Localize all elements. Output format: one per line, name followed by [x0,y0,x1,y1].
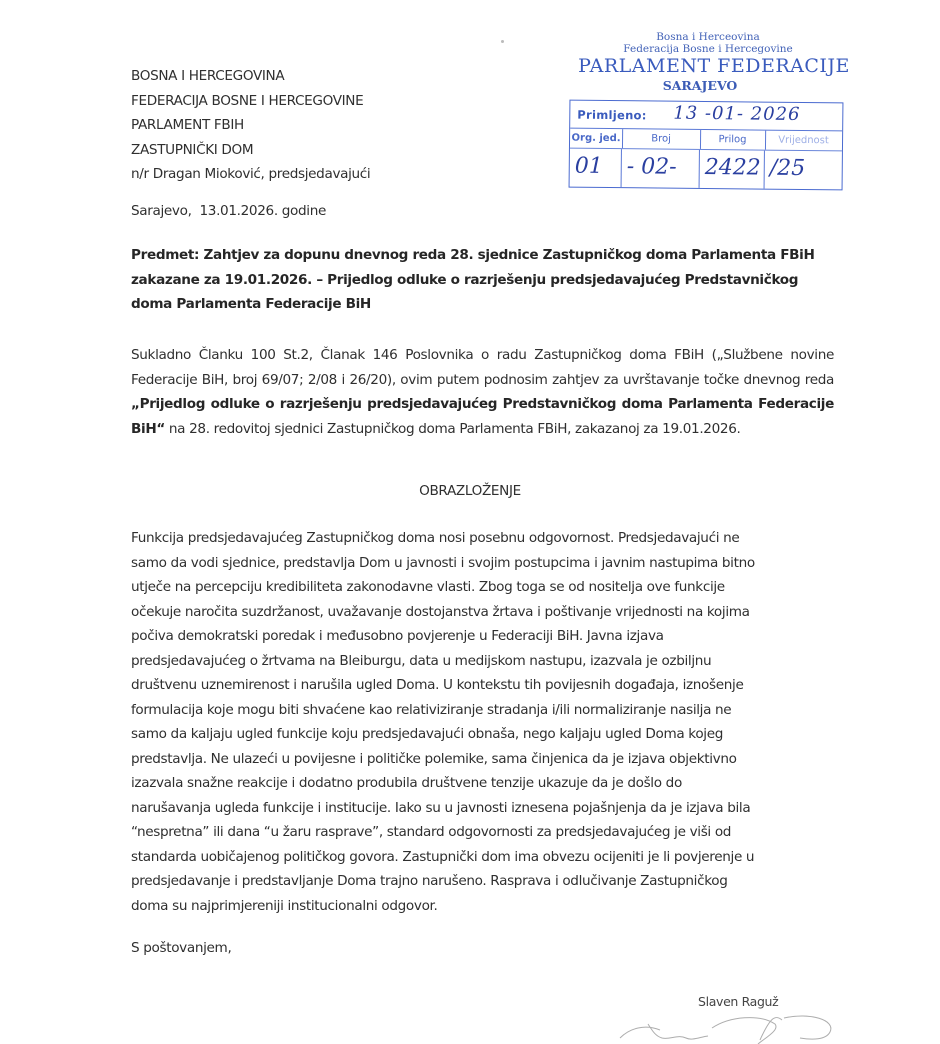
recipient-line: ZASTUPNIČKI DOM [131,141,254,158]
body-line: društvenu uznemirenost i narušila ugled Doma. U kontekstu tih povijesnih događaja, iznošenje [131,677,744,693]
signer-name: Slaven Raguž [698,994,779,1009]
registry-stamp [563,28,853,198]
stamp-received-row [570,101,842,132]
subject-line: zakazane za 19.01.2026. – Prijedlog odluke o razrješenju predsjedavajućeg Predstavničkog [131,271,799,288]
body-line: utječe na percepciju kredibiliteta zakonodavne vlasti. Zbog toga se od nositelja ove funkcije [131,579,725,595]
stamp-col-org-unit: Org. jed. [570,129,623,149]
recipient-line: PARLAMENT FBIH [131,117,244,133]
intro-agenda-item: „Prijedlog odluke o razrješenju predsjedavajućeg Predstavničkog doma Parlamenta Federacije BiH“ [131,396,834,437]
body-line: “nespretna” ili dana “u žaru rasprave”, standard odgovornosti za predsjedavajućeg je viši od [131,824,732,840]
stamp-value-number: - 02- [622,149,700,188]
stamp-col-number: Broj [622,129,701,149]
intro-text-end: na 28. redovitoj sjednici Zastupničkog doma Parlamenta FBiH, zakazanoj za 19.01.2026. [164,420,741,437]
rationale-paragraph [131,526,846,918]
stamp-line-country: Bosna i Herceovina [656,31,760,43]
stamp-col-value: Vrijednost [778,134,829,147]
stamp-value-org-unit: 01 [570,149,622,188]
body-line: predsjedavanje i predstavljanje Doma trajno narušeno. Rasprava i odlučivanje Zastupničkog [131,873,728,889]
subject-line: Predmet: Zahtjev za dopunu dnevnog reda 28. sjednice Zastupničkog doma Parlamenta FBiH [131,247,815,263]
recipient-line: n/r Dragan Mioković, predsjedavajući [131,166,371,182]
body-line: počiva demokratski poredak i međusobno povjerenje u Federaciji BiH. Javna izjava [131,628,664,644]
stamp-value-attachment: 2422 [700,150,765,189]
recipient-line: FEDERACIJA BOSNE I HERCEGOVINE [131,92,364,109]
body-line: Funkcija predsjedavajućeg Zastupničkog doma nosi posebnu odgovornost. Predsjedavajući ne [131,530,740,546]
body-line: narušavanja ugleda funkcije i institucije. Iako su u javnosti iznesena pojašnjenja da je izjava bila [131,799,751,816]
body-line: očekuje naročita suzdržanost, uvažavanje dostojanstva žrtava i poštivanje vrijednosti na kojima [131,603,750,620]
stamp-col-attachment: Prilog [700,130,766,150]
stamp-registry-box [569,100,844,191]
scan-speck [501,40,504,43]
body-line: izazvala snažne reakcije i dodatno produbila društvene tenzije ukazuje da je došlo do [131,775,682,791]
intro-paragraph [131,343,834,441]
handwritten-signature [600,1010,840,1044]
body-line: doma su najprimjereniji institucionalni odgovor. [131,897,438,914]
body-line: formulacija koje mogu biti shvaćene kao relativiziranje stradanja i/ili normaliziranje nasilja ne [131,701,732,718]
stamp-header-row [570,129,842,152]
stamp-received-date: 13 -01- 2026 [673,102,801,125]
place-date: Sarajevo, 13.01.2026. godine [131,203,326,219]
stamp-value-value: /25 [769,155,806,182]
recipient-address [131,64,370,187]
stamp-received-label: Primljeno: [577,107,647,123]
stamp-line-federation: Federacija Bosne i Hercegovine [623,43,793,55]
body-line: predsjedavajućeg o žrtvama na Bleiburgu, data u medijskom nastupu, izazvala je ozbiljnu [131,652,712,669]
stamp-line-parliament: PARLAMENT FEDERACIJE [578,55,850,77]
section-title: OBRAZLOŽENJE [419,483,521,499]
closing-salutation: S poštovanjem, [131,940,232,956]
recipient-line: BOSNA I HERCEGOVINA [131,68,285,84]
stamp-line-city: SARAJEVO [662,78,738,93]
subject [131,243,831,317]
body-line: samo da kaljaju ugled funkcije koju predsjedavajući obnaša, nego kaljaju ugled Doma kojeg [131,726,724,742]
body-line: standarda uobičajenog političkog govora. Zastupnički dom ima obvezu ocijeniti je li povjerenje u [131,848,755,865]
body-line: predstavlja. Ne ulazeći u povijesne i političke polemike, sama činjenica da je izjava objektivno [131,750,737,767]
subject-line: doma Parlamenta Federacije BiH [131,296,371,312]
body-line: samo da vodi sjednice, predstavlja Dom u javnosti i svojim postupcima i javnim nastupima bitno [131,554,755,571]
stamp-values-row [570,149,842,190]
intro-text: Sukladno Članku 100 St.2, Članak 146 Poslovnika o radu Zastupničkog doma FBiH („Službene novine Federacije BiH, broj 69/07; 2/08 i 26/20), ovim putem podnosim zahtjev za uvrštavanje točke dnevnog reda [131,347,834,388]
